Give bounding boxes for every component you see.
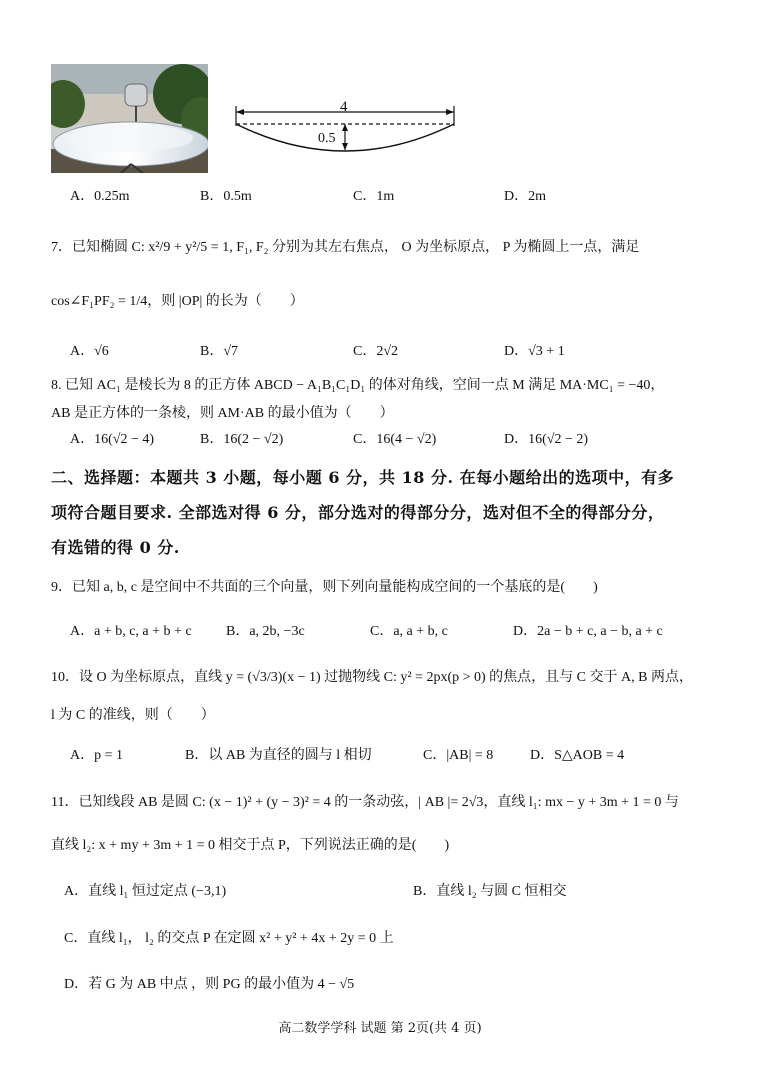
q9-stem: 9．已知 a, b, c 是空间中不共面的三个向量，则下列向量能构成空间的一个基底的是( ) xyxy=(51,580,598,595)
q11-stem-line2: 直线 l₂: x + my + 3m + 1 = 0 相交于点 P，下列说法正确的是( ) xyxy=(51,838,450,853)
dish-diagram xyxy=(230,98,460,158)
q6-option-a[interactable]: A．0.25m xyxy=(70,189,130,204)
q7-option-a[interactable]: A．√6 xyxy=(70,344,109,359)
q10-option-a[interactable]: A．p = 1 xyxy=(70,748,124,763)
right-arrowhead xyxy=(446,109,454,115)
q11-stem-line1: 11．已知线段 AB 是圆 C: (x − 1)² + (y − 3)² = 4 的一条动弦，| AB |= 2√3，直线 l₁: mx − y + 3m + 1 = 0 与 xyxy=(51,795,679,810)
section2-instructions-line3: 有选错的得 0 分. xyxy=(51,538,180,557)
q7-stem-line1: 7．已知椭圆 C: x²/9 + y²/5 = 1, F₁, F₂ 分别为其左右焦点， O 为坐标原点， P 为椭圆上一点，满足 xyxy=(51,240,640,255)
q11-option-c[interactable]: C．直线 l₁， l₂ 的交点 P 在定圆 x² + y² + 4x + 2y = 0 上 xyxy=(64,931,394,946)
q7-option-c[interactable]: C．2√2 xyxy=(353,344,399,359)
q9-option-c[interactable]: C．a, a + b, c xyxy=(370,624,448,639)
q6-option-c[interactable]: C．1m xyxy=(353,189,395,204)
q11-option-a[interactable]: A．直线 l₁ 恒过定点 (−3,1) xyxy=(64,884,227,899)
depth-label: 0.5 xyxy=(318,131,336,146)
q7-option-b[interactable]: B．√7 xyxy=(200,344,239,359)
left-arrowhead xyxy=(236,109,244,115)
q7-stem-line2: cos∠F₁PF₂ = 1/4，则 |OP| 的长为（ ） xyxy=(51,294,304,309)
q8-option-b[interactable]: B．16(2 − √2) xyxy=(200,432,284,447)
page-footer: 高二数学学科 试题 第 2页(共 4 页) xyxy=(278,1021,482,1036)
q6-option-d[interactable]: D．2m xyxy=(504,189,546,204)
q10-option-b[interactable]: B．以 AB 为直径的圆与 l 相切 xyxy=(185,748,372,763)
q8-option-a[interactable]: A．16(√2 − 4) xyxy=(70,432,155,447)
q11-option-b[interactable]: B．直线 l₂ 与圆 C 恒相交 xyxy=(413,884,567,899)
solar-cooker-photo xyxy=(51,64,208,173)
q10-stem-line1: 10．设 O 为坐标原点，直线 y = (√3/3)(x − 1) 过抛物线 C: y² = 2px(p > 0) 的焦点，且与 C 交于 A, B 两点， xyxy=(51,670,693,685)
q10-stem-line2: l 为 C 的准线，则（ ） xyxy=(51,708,215,723)
q8-stem-line2: AB 是正方体的一条棱，则 AM·AB 的最小值为（ ） xyxy=(51,406,394,421)
q11-option-d[interactable]: D．若 G 为 AB 中点 ，则 PG 的最小值为 4 − √5 xyxy=(64,977,355,992)
q8-stem-line1: 8. 已知 AC₁ 是棱长为 8 的正方体 ABCD − A₁B₁C₁D₁ 的体对角线，空间一点 M 满足 MA·MC₁ = −40， xyxy=(51,378,665,393)
q9-option-a[interactable]: A．a + b, c, a + b + c xyxy=(70,624,192,639)
section2-instructions-line2: 项符合题目要求. 全部选对得 6 分，部分选对的得部分分，选对但不全的得部分分， xyxy=(51,503,665,522)
q7-option-d[interactable]: D．√3 + 1 xyxy=(504,344,565,359)
q8-option-c[interactable]: C．16(4 − √2) xyxy=(353,432,437,447)
section2-instructions-line1: 二、选择题：本题共 3 小题，每小题 6 分，共 18 分. 在每小题给出的选项中，有多 xyxy=(51,468,675,487)
q10-option-c[interactable]: C．|AB| = 8 xyxy=(423,748,494,763)
width-label: 4 xyxy=(340,99,348,115)
q8-option-d[interactable]: D．16(√2 − 2) xyxy=(504,432,589,447)
q6-option-b[interactable]: B．0.5m xyxy=(200,189,252,204)
q9-option-d[interactable]: D．2a − b + c, a − b, a + c xyxy=(513,624,663,639)
q10-option-d[interactable]: D．S△AOB = 4 xyxy=(530,748,625,763)
q9-option-b[interactable]: B．a, 2b, −3c xyxy=(226,624,305,639)
